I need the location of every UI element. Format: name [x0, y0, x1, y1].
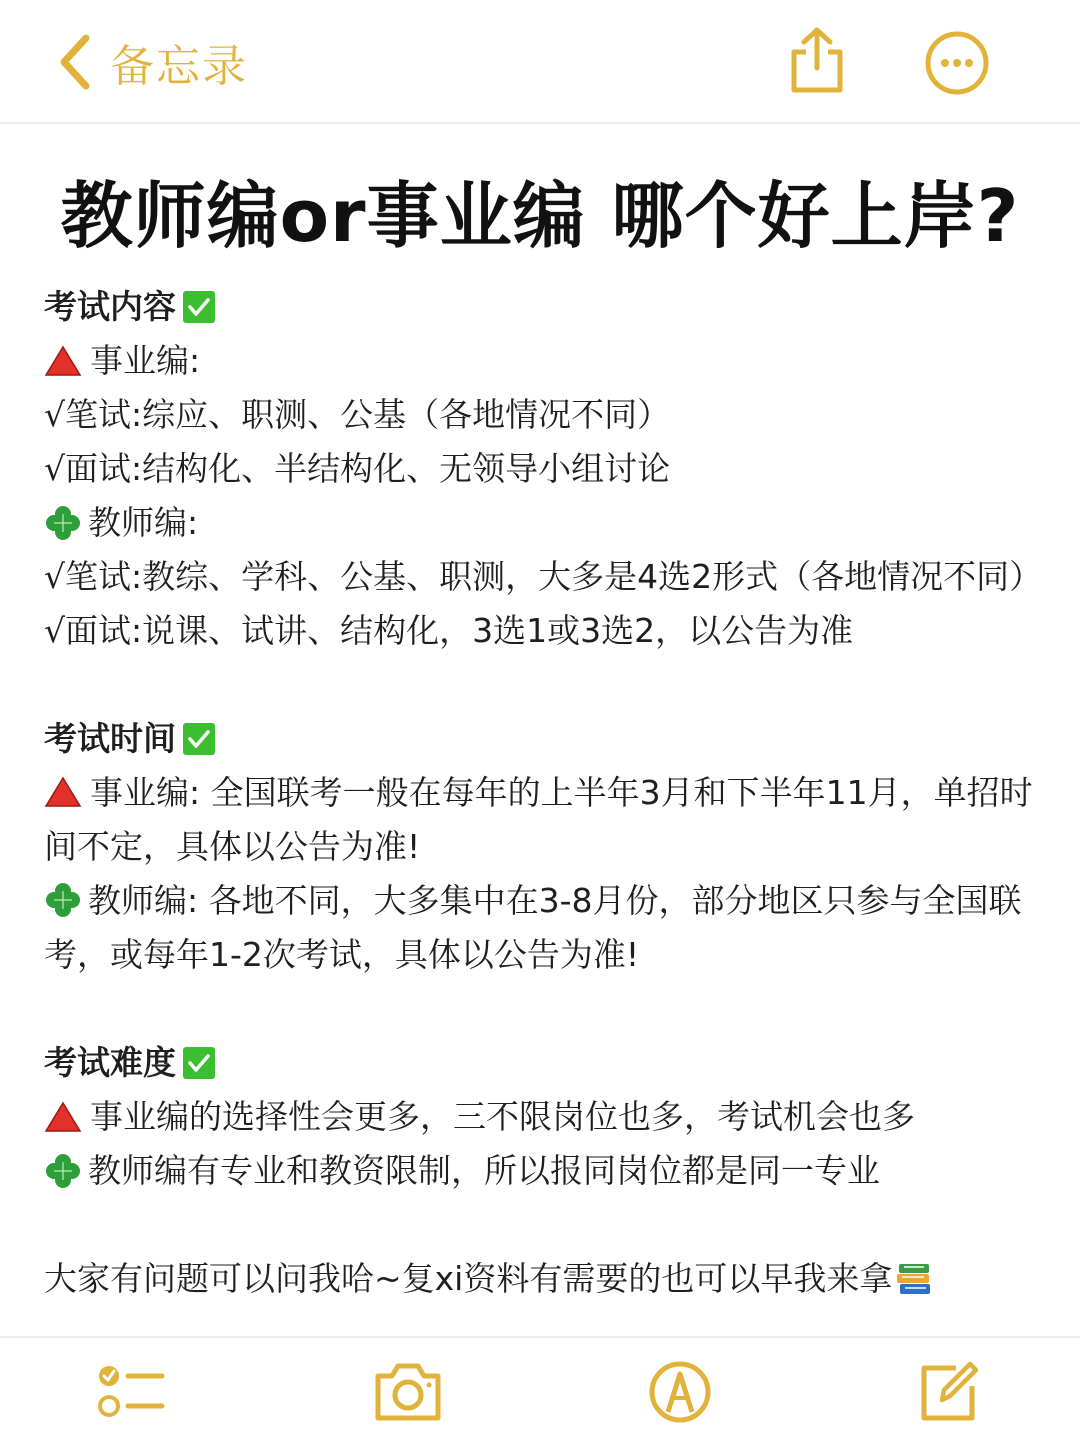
check-mark-icon: [182, 722, 216, 756]
check-mark-icon: [182, 290, 216, 324]
jiaoshi-time-text: 教师编: 各地不同，大多集中在3-8月份，部分地区只参与全国联考，或每年1-2次考试，具体以公告为准!: [44, 881, 1022, 974]
more-icon[interactable]: [924, 30, 990, 96]
jiaoshi-interview-line: √面试:说课、试讲、结构化，3选1或3选2，以公告为准: [44, 611, 854, 650]
four-leaf-clover-icon: [44, 881, 82, 919]
heading-text: 考试难度: [44, 1043, 176, 1082]
warning-triangle-icon: [44, 345, 82, 377]
heading-text: 考试内容: [44, 287, 176, 326]
markup-pen-icon[interactable]: [648, 1360, 712, 1424]
section-heading-exam-time: [44, 712, 1054, 766]
note-body[interactable]: [44, 280, 1054, 1306]
check-mark-icon: [182, 1046, 216, 1080]
books-icon: [896, 1262, 932, 1296]
section-heading-exam-difficulty: [44, 1036, 1054, 1090]
four-leaf-clover-icon: [44, 1152, 82, 1190]
shiye-label: 事业编:: [90, 341, 201, 380]
bottom-toolbar: [0, 1336, 1080, 1445]
share-icon[interactable]: [788, 26, 846, 94]
camera-icon[interactable]: [372, 1360, 444, 1424]
section-heading-exam-content: [44, 280, 1054, 334]
heading-text: 考试时间: [44, 719, 176, 758]
note-title: 教师编or事业编 哪个好上岸?: [60, 174, 1020, 258]
checklist-icon[interactable]: [96, 1360, 166, 1424]
jiaoshi-difficulty-text: 教师编有专业和教资限制，所以报同岗位都是同一专业: [88, 1151, 880, 1190]
spacer: [44, 1198, 1054, 1252]
jiaoshi-time-paragraph: [44, 874, 1054, 982]
shiye-time-text: 事业编: 全国联考一般在每年的上半年3月和下半年11月，单招时间不定，具体以公告为准!: [44, 773, 1033, 866]
warning-triangle-icon: [44, 776, 82, 808]
back-button[interactable]: [56, 30, 248, 94]
closing-text: 大家有问题可以问我哈~复xi资料有需要的也可以早我来拿: [44, 1259, 893, 1298]
compose-icon[interactable]: [916, 1360, 980, 1424]
shiye-label-line: [44, 334, 1054, 388]
warning-triangle-icon: [44, 1101, 82, 1133]
closing-line: [44, 1252, 1054, 1306]
shiye-difficulty-text: 事业编的选择性会更多，三不限岗位也多，考试机会也多: [90, 1097, 915, 1136]
shiye-time-paragraph: [44, 766, 1054, 874]
shiye-interview-line: √面试:结构化、半结构化、无领导小组讨论: [44, 449, 671, 488]
jiaoshi-label: 教师编:: [88, 503, 199, 542]
four-leaf-clover-icon: [44, 504, 82, 542]
spacer: [44, 982, 1054, 1036]
top-navigation-bar: [0, 0, 1080, 124]
jiaoshi-written-line: √笔试:教综、学科、公基、职测，大多是4选2形式（各地情况不同）: [44, 557, 1043, 596]
shiye-difficulty-line: [44, 1090, 1054, 1144]
chevron-left-icon: [56, 32, 96, 92]
shiye-written-line: √笔试:综应、职测、公基（各地情况不同）: [44, 395, 671, 434]
jiaoshi-label-line: [44, 496, 1054, 550]
jiaoshi-difficulty-line: [44, 1144, 1054, 1198]
spacer: [44, 658, 1054, 712]
back-label: 备忘录: [110, 41, 248, 92]
